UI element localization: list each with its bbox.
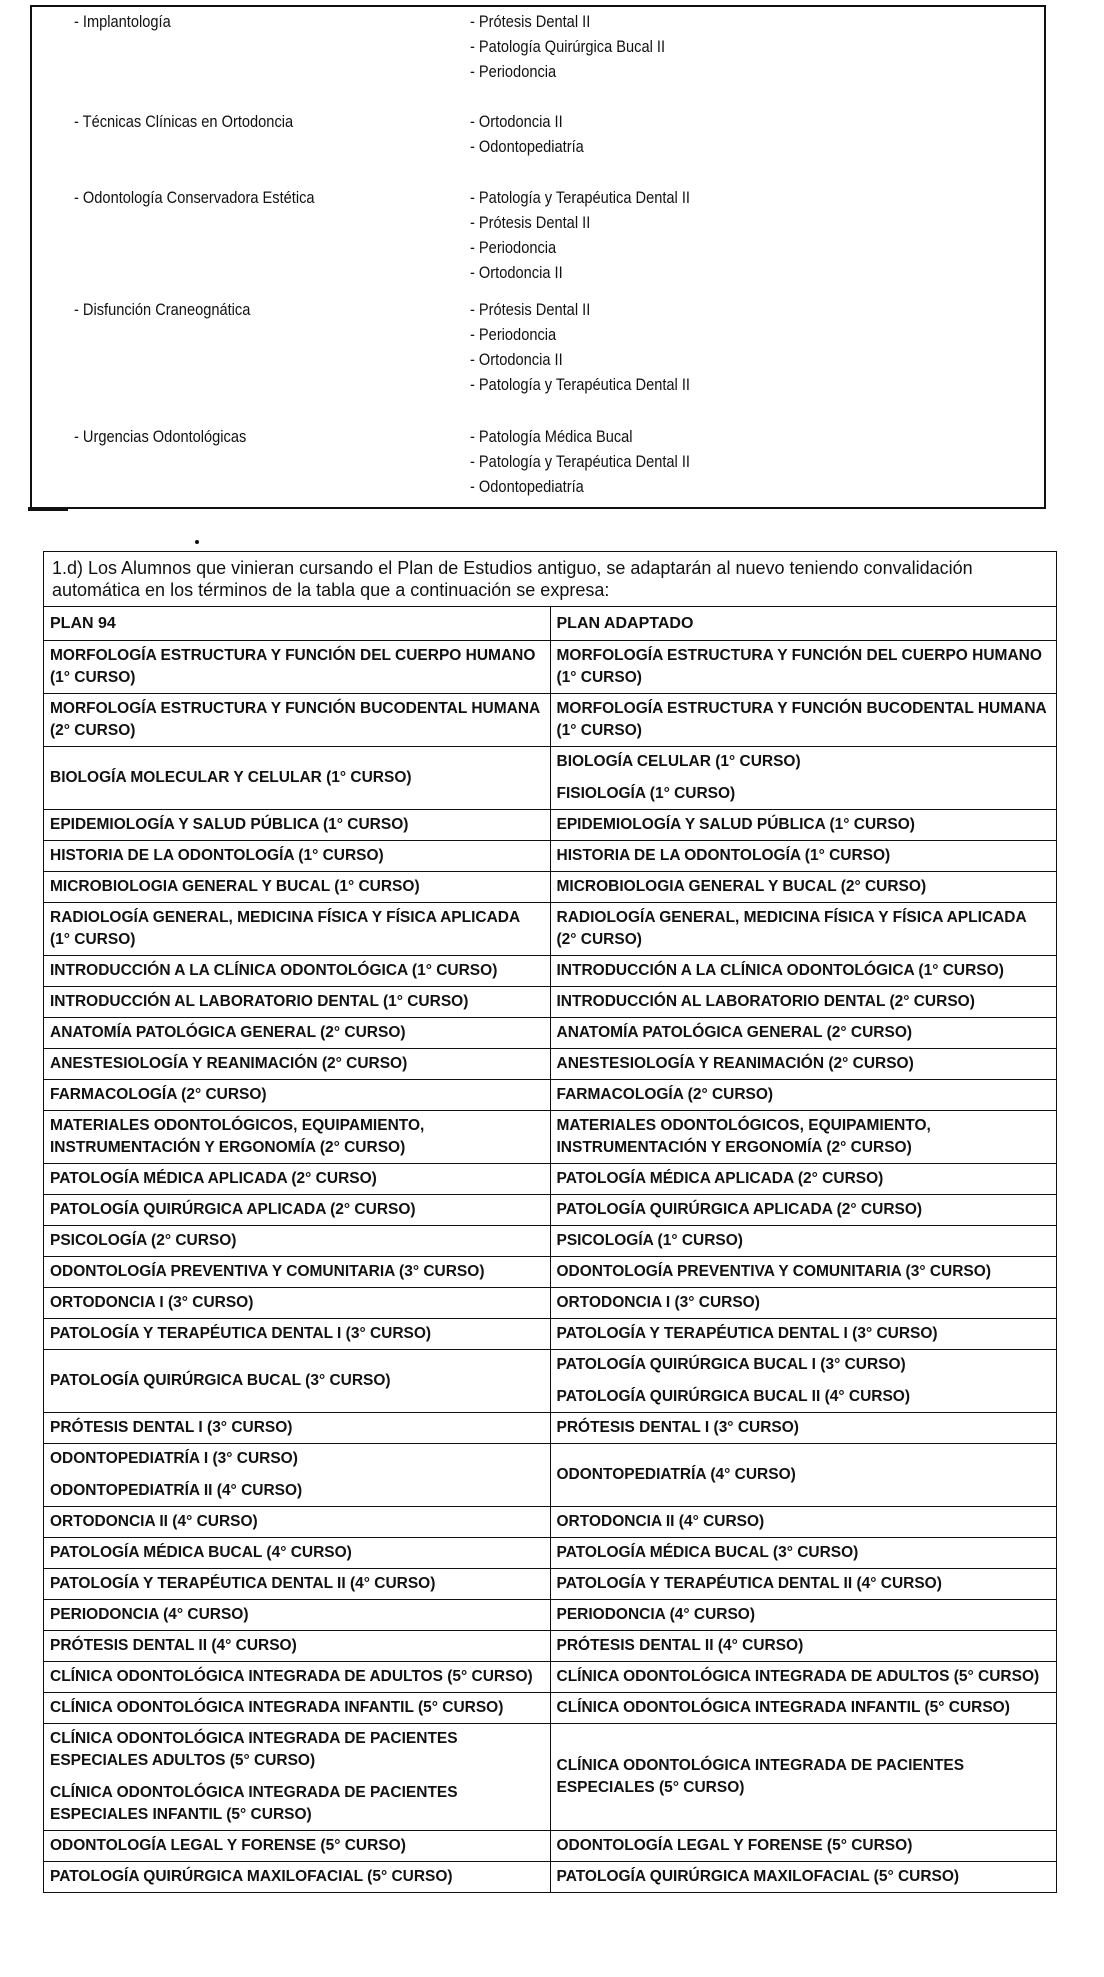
course-entry: MORFOLOGÍA ESTRUCTURA Y FUNCIÓN DEL CUERPO HUMANO (1° CURSO) xyxy=(50,647,536,686)
table-row xyxy=(44,1111,1057,1164)
table-row xyxy=(44,956,1057,987)
course-entry: PATOLOGÍA Y TERAPÉUTICA DENTAL II (4° CURSO) xyxy=(556,1575,942,1592)
table-row xyxy=(44,1444,1057,1507)
plan-94-cell xyxy=(44,903,551,956)
plan-adaptado-cell xyxy=(550,1226,1057,1257)
table-row xyxy=(44,841,1057,872)
plan-94-cell xyxy=(44,1195,551,1226)
table-row xyxy=(44,810,1057,841)
plan-adaptado-cell xyxy=(550,1413,1057,1444)
course-entry: CLÍNICA ODONTOLÓGICA INTEGRADA INFANTIL (5° CURSO) xyxy=(556,1699,1010,1716)
course-entry: ORTODONCIA I (3° CURSO) xyxy=(556,1294,760,1311)
course-entry: PATOLOGÍA MÉDICA APLICADA (2° CURSO) xyxy=(556,1170,884,1187)
subject-label: - Urgencias Odontológicas xyxy=(74,427,247,446)
prerequisites-box xyxy=(30,5,1046,509)
course-entry: PATOLOGÍA QUIRÚRGICA APLICADA (2° CURSO) xyxy=(556,1201,923,1218)
plan-adaptado-cell xyxy=(550,1569,1057,1600)
course-entry: PATOLOGÍA QUIRÚRGICA BUCAL (3° CURSO) xyxy=(50,1372,391,1389)
header-plan-94: PLAN 94 xyxy=(44,607,551,641)
plan-94-cell xyxy=(44,1693,551,1724)
table-row xyxy=(44,641,1057,694)
course-entry: INTRODUCCIÓN AL LABORATORIO DENTAL (1° CURSO) xyxy=(50,993,469,1010)
course-entry: PATOLOGÍA MÉDICA BUCAL (3° CURSO) xyxy=(556,1544,859,1561)
table-row xyxy=(44,872,1057,903)
table-row xyxy=(44,987,1057,1018)
table-row xyxy=(44,1257,1057,1288)
course-entry: ODONTOLOGÍA PREVENTIVA Y COMUNITARIA (3° CURSO) xyxy=(50,1263,485,1280)
plan-94-cell xyxy=(44,747,551,810)
course-entry: ORTODONCIA I (3° CURSO) xyxy=(50,1294,254,1311)
course-entry: CLÍNICA ODONTOLÓGICA INTEGRADA DE PACIENTES ESPECIALES INFANTIL (5° CURSO) xyxy=(50,1784,458,1823)
course-entry: ODONTOLOGÍA PREVENTIVA Y COMUNITARIA (3° CURSO) xyxy=(556,1263,991,1280)
course-entry: PRÓTESIS DENTAL II (4° CURSO) xyxy=(556,1637,804,1654)
course-entry: PATOLOGÍA Y TERAPÉUTICA DENTAL I (3° CURSO) xyxy=(556,1325,938,1342)
plan-94-cell xyxy=(44,1724,551,1831)
table-row xyxy=(44,747,1057,810)
plan-adaptado-cell xyxy=(550,1288,1057,1319)
plan-94-cell xyxy=(44,1631,551,1662)
table-row xyxy=(44,1569,1057,1600)
table-row xyxy=(44,1413,1057,1444)
plan-94-cell xyxy=(44,694,551,747)
plan-94-cell xyxy=(44,641,551,694)
prereq-list xyxy=(470,109,602,159)
plan-adaptado-cell xyxy=(550,1111,1057,1164)
prereq-list xyxy=(470,297,726,397)
prereq-item: - Ortodoncia II xyxy=(470,112,563,131)
course-entry: INTRODUCCIÓN A LA CLÍNICA ODONTOLÓGICA (1° CURSO) xyxy=(50,962,498,979)
course-entry: ANATOMÍA PATOLÓGICA GENERAL (2° CURSO) xyxy=(50,1024,406,1041)
plan-adaptado-cell xyxy=(550,903,1057,956)
course-entry: PRÓTESIS DENTAL I (3° CURSO) xyxy=(556,1419,799,1436)
course-entry: ORTODONCIA II (4° CURSO) xyxy=(556,1513,765,1530)
plan-94-cell xyxy=(44,1319,551,1350)
plan-adaptado-cell xyxy=(550,1319,1057,1350)
course-entry: ODONTOPEDIATRÍA II (4° CURSO) xyxy=(50,1482,303,1499)
prereq-list xyxy=(470,424,726,499)
table-row xyxy=(44,1319,1057,1350)
plan-94-cell xyxy=(44,987,551,1018)
course-entry: ANATOMÍA PATOLÓGICA GENERAL (2° CURSO) xyxy=(556,1024,913,1041)
plan-94-cell xyxy=(44,1600,551,1631)
plan-94-cell xyxy=(44,841,551,872)
course-entry: CLÍNICA ODONTOLÓGICA INTEGRADA INFANTIL (5° CURSO) xyxy=(50,1699,504,1716)
course-entry: EPIDEMIOLOGÍA Y SALUD PÚBLICA (1° CURSO) xyxy=(556,816,915,833)
plan-94-cell xyxy=(44,1080,551,1111)
prereq-item: - Prótesis Dental II xyxy=(470,12,591,31)
plan-adaptado-cell xyxy=(550,1538,1057,1569)
prereq-list xyxy=(470,9,697,84)
prereq-item: - Prótesis Dental II xyxy=(470,300,591,319)
course-entry: PATOLOGÍA Y TERAPÉUTICA DENTAL I (3° CURSO) xyxy=(50,1325,432,1342)
plan-94-cell xyxy=(44,1413,551,1444)
plan-adaptado-cell xyxy=(550,694,1057,747)
table-row xyxy=(44,1507,1057,1538)
header-row xyxy=(44,607,1057,641)
table-row xyxy=(44,1164,1057,1195)
course-entry: PATOLOGÍA Y TERAPÉUTICA DENTAL II (4° CURSO) xyxy=(50,1575,436,1592)
prereq-item: - Prótesis Dental II xyxy=(470,213,591,232)
table-row xyxy=(44,1288,1057,1319)
course-entry: CLÍNICA ODONTOLÓGICA INTEGRADA DE ADULTOS (5° CURSO) xyxy=(50,1668,533,1685)
table-row xyxy=(44,1631,1057,1662)
course-entry: MORFOLOGÍA ESTRUCTURA Y FUNCIÓN BUCODENTAL HUMANA (2° CURSO) xyxy=(50,700,540,739)
table-row xyxy=(44,1080,1057,1111)
course-entry: PATOLOGÍA MÉDICA APLICADA (2° CURSO) xyxy=(50,1170,377,1187)
table-row xyxy=(44,1049,1057,1080)
course-entry: PATOLOGÍA QUIRÚRGICA APLICADA (2° CURSO) xyxy=(50,1201,416,1218)
plan-94-cell xyxy=(44,956,551,987)
table-row xyxy=(44,903,1057,956)
prereq-item: - Ortodoncia II xyxy=(470,263,563,282)
table-row xyxy=(44,1724,1057,1831)
prereq-item: - Odontopediatría xyxy=(470,477,584,496)
course-entry: MICROBIOLOGIA GENERAL Y BUCAL (2° CURSO) xyxy=(556,878,927,895)
prereq-item: - Patología y Terapéutica Dental II xyxy=(470,375,690,394)
course-entry: MATERIALES ODONTOLÓGICOS, EQUIPAMIENTO, INSTRUMENTACIÓN Y ERGONOMÍA (2° CURSO) xyxy=(556,1117,931,1156)
course-entry: PRÓTESIS DENTAL II (4° CURSO) xyxy=(50,1637,297,1654)
table-row xyxy=(44,1831,1057,1862)
course-entry: ODONTOLOGÍA LEGAL Y FORENSE (5° CURSO) xyxy=(556,1837,913,1854)
plan-adaptado-cell xyxy=(550,1164,1057,1195)
table-row xyxy=(44,1195,1057,1226)
plan-adaptado-cell xyxy=(550,1724,1057,1831)
course-entry: RADIOLOGÍA GENERAL, MEDICINA FÍSICA Y FÍSICA APLICADA (2° CURSO) xyxy=(556,909,1027,948)
plan-94-cell xyxy=(44,1862,551,1893)
prereq-item: - Periodoncia xyxy=(470,62,557,81)
subject-label: - Odontología Conservadora Estética xyxy=(74,188,315,207)
course-entry: MORFOLOGÍA ESTRUCTURA Y FUNCIÓN BUCODENTAL HUMANA (1° CURSO) xyxy=(556,700,1047,739)
course-entry: INTRODUCCIÓN AL LABORATORIO DENTAL (2° CURSO) xyxy=(556,993,975,1010)
course-entry: CLÍNICA ODONTOLÓGICA INTEGRADA DE PACIENTES ESPECIALES ADULTOS (5° CURSO) xyxy=(50,1730,458,1769)
course-entry: PSICOLOGÍA (2° CURSO) xyxy=(50,1232,237,1249)
plan-94-cell xyxy=(44,1111,551,1164)
course-entry: MORFOLOGÍA ESTRUCTURA Y FUNCIÓN DEL CUERPO HUMANO (1° CURSO) xyxy=(556,647,1042,686)
table-row xyxy=(44,1226,1057,1257)
course-entry: PATOLOGÍA QUIRÚRGICA MAXILOFACIAL (5° CURSO) xyxy=(50,1868,453,1885)
plan-adaptado-cell xyxy=(550,1662,1057,1693)
plan-94-cell xyxy=(44,1226,551,1257)
table-row xyxy=(44,694,1057,747)
intro-row xyxy=(44,552,1057,607)
course-entry: MATERIALES ODONTOLÓGICOS, EQUIPAMIENTO, INSTRUMENTACIÓN Y ERGONOMÍA (2° CURSO) xyxy=(50,1117,425,1156)
prereq-item: - Odontopediatría xyxy=(470,137,584,156)
course-entry: PATOLOGÍA QUIRÚRGICA BUCAL II (4° CURSO) xyxy=(556,1388,911,1405)
plan-94-cell xyxy=(44,1831,551,1862)
course-entry: ODONTOPEDIATRÍA I (3° CURSO) xyxy=(50,1450,298,1467)
plan-94-cell xyxy=(44,810,551,841)
plan-94-cell xyxy=(44,1049,551,1080)
plan-94-cell xyxy=(44,1257,551,1288)
table-row xyxy=(44,1538,1057,1569)
prereq-item: - Ortodoncia II xyxy=(470,350,563,369)
course-entry: FARMACOLOGÍA (2° CURSO) xyxy=(556,1086,774,1103)
course-entry: ODONTOPEDIATRÍA (4° CURSO) xyxy=(556,1466,796,1483)
convalidation-table xyxy=(43,551,1057,1893)
course-entry: ODONTOLOGÍA LEGAL Y FORENSE (5° CURSO) xyxy=(50,1837,406,1854)
plan-adaptado-cell xyxy=(550,1049,1057,1080)
course-entry: FARMACOLOGÍA (2° CURSO) xyxy=(50,1086,267,1103)
course-entry: PRÓTESIS DENTAL I (3° CURSO) xyxy=(50,1419,293,1436)
prereq-item: - Patología Quirúrgica Bucal II xyxy=(470,37,666,56)
plan-adaptado-cell xyxy=(550,1693,1057,1724)
course-entry: CLÍNICA ODONTOLÓGICA INTEGRADA DE PACIENTES ESPECIALES (5° CURSO) xyxy=(556,1757,965,1796)
course-entry: FISIOLOGÍA (1° CURSO) xyxy=(556,785,736,802)
course-entry: EPIDEMIOLOGÍA Y SALUD PÚBLICA (1° CURSO) xyxy=(50,816,409,833)
stray-dot xyxy=(195,540,199,544)
plan-adaptado-cell xyxy=(550,841,1057,872)
course-entry: ANESTESIOLOGÍA Y REANIMACIÓN (2° CURSO) xyxy=(50,1055,408,1072)
table-row xyxy=(44,1018,1057,1049)
prereq-item: - Periodoncia xyxy=(470,238,557,257)
table-row xyxy=(44,1350,1057,1413)
plan-94-cell xyxy=(44,1288,551,1319)
course-entry: ANESTESIOLOGÍA Y REANIMACIÓN (2° CURSO) xyxy=(556,1055,914,1072)
course-entry: PERIODONCIA (4° CURSO) xyxy=(556,1606,756,1623)
plan-94-cell xyxy=(44,1507,551,1538)
course-entry: HISTORIA DE LA ODONTOLOGÍA (1° CURSO) xyxy=(50,847,384,864)
plan-94-cell xyxy=(44,1018,551,1049)
subject-label: - Implantología xyxy=(74,12,171,31)
plan-adaptado-cell xyxy=(550,1080,1057,1111)
plan-adaptado-cell xyxy=(550,810,1057,841)
course-entry: CLÍNICA ODONTOLÓGICA INTEGRADA DE ADULTOS (5° CURSO) xyxy=(556,1668,1040,1685)
header-plan-adaptado: PLAN ADAPTADO xyxy=(550,607,1057,641)
course-entry: RADIOLOGÍA GENERAL, MEDICINA FÍSICA Y FÍSICA APLICADA (1° CURSO) xyxy=(50,909,520,948)
plan-adaptado-cell xyxy=(550,1195,1057,1226)
plan-94-cell xyxy=(44,1538,551,1569)
course-entry: PATOLOGÍA QUIRÚRGICA BUCAL I (3° CURSO) xyxy=(556,1356,906,1373)
plan-adaptado-cell xyxy=(550,1831,1057,1862)
plan-94-cell xyxy=(44,1164,551,1195)
plan-94-cell xyxy=(44,1569,551,1600)
plan-adaptado-cell xyxy=(550,1862,1057,1893)
table-row xyxy=(44,1662,1057,1693)
plan-94-cell xyxy=(44,1350,551,1413)
course-entry: PATOLOGÍA MÉDICA BUCAL (4° CURSO) xyxy=(50,1544,352,1561)
plan-94-cell xyxy=(44,1444,551,1507)
plan-94-cell xyxy=(44,872,551,903)
plan-adaptado-cell xyxy=(550,1257,1057,1288)
plan-adaptado-cell xyxy=(550,872,1057,903)
plan-adaptado-cell xyxy=(550,747,1057,810)
plan-adaptado-cell xyxy=(550,1507,1057,1538)
prereq-list xyxy=(470,185,726,285)
course-entry: PERIODONCIA (4° CURSO) xyxy=(50,1606,249,1623)
subject-label: - Técnicas Clínicas en Ortodoncia xyxy=(74,112,294,131)
plan-adaptado-cell xyxy=(550,987,1057,1018)
prereq-item: - Patología y Terapéutica Dental II xyxy=(470,188,690,207)
prereq-item: - Patología Médica Bucal xyxy=(470,427,633,446)
intro-text: 1.d) Los Alumnos que vinieran cursando el Plan de Estudios antiguo, se adaptarán al nuevo teniendo convalidación automática en los términos de la tabla que a continuación se expresa: xyxy=(44,552,1057,607)
course-entry: HISTORIA DE LA ODONTOLOGÍA (1° CURSO) xyxy=(556,847,891,864)
plan-adaptado-cell xyxy=(550,1018,1057,1049)
course-entry: MICROBIOLOGIA GENERAL Y BUCAL (1° CURSO) xyxy=(50,878,420,895)
plan-adaptado-cell xyxy=(550,956,1057,987)
course-entry: INTRODUCCIÓN A LA CLÍNICA ODONTOLÓGICA (1° CURSO) xyxy=(556,962,1004,979)
table-row xyxy=(44,1600,1057,1631)
plan-adaptado-cell xyxy=(550,1444,1057,1507)
table-row xyxy=(44,1862,1057,1893)
course-entry: PSICOLOGÍA (1° CURSO) xyxy=(556,1232,743,1249)
plan-adaptado-cell xyxy=(550,1600,1057,1631)
course-entry: PATOLOGÍA QUIRÚRGICA MAXILOFACIAL (5° CURSO) xyxy=(556,1868,960,1885)
plan-adaptado-cell xyxy=(550,1631,1057,1662)
course-entry: BIOLOGÍA CELULAR (1° CURSO) xyxy=(556,753,801,770)
prereq-item: - Patología y Terapéutica Dental II xyxy=(470,452,690,471)
course-entry: BIOLOGÍA MOLECULAR Y CELULAR (1° CURSO) xyxy=(50,769,412,786)
prereq-item: - Periodoncia xyxy=(470,325,557,344)
plan-94-cell xyxy=(44,1662,551,1693)
subject-label: - Disfunción Craneognática xyxy=(74,300,251,319)
course-entry: ORTODONCIA II (4° CURSO) xyxy=(50,1513,258,1530)
plan-adaptado-cell xyxy=(550,1350,1057,1413)
table-row xyxy=(44,1693,1057,1724)
plan-adaptado-cell xyxy=(550,641,1057,694)
